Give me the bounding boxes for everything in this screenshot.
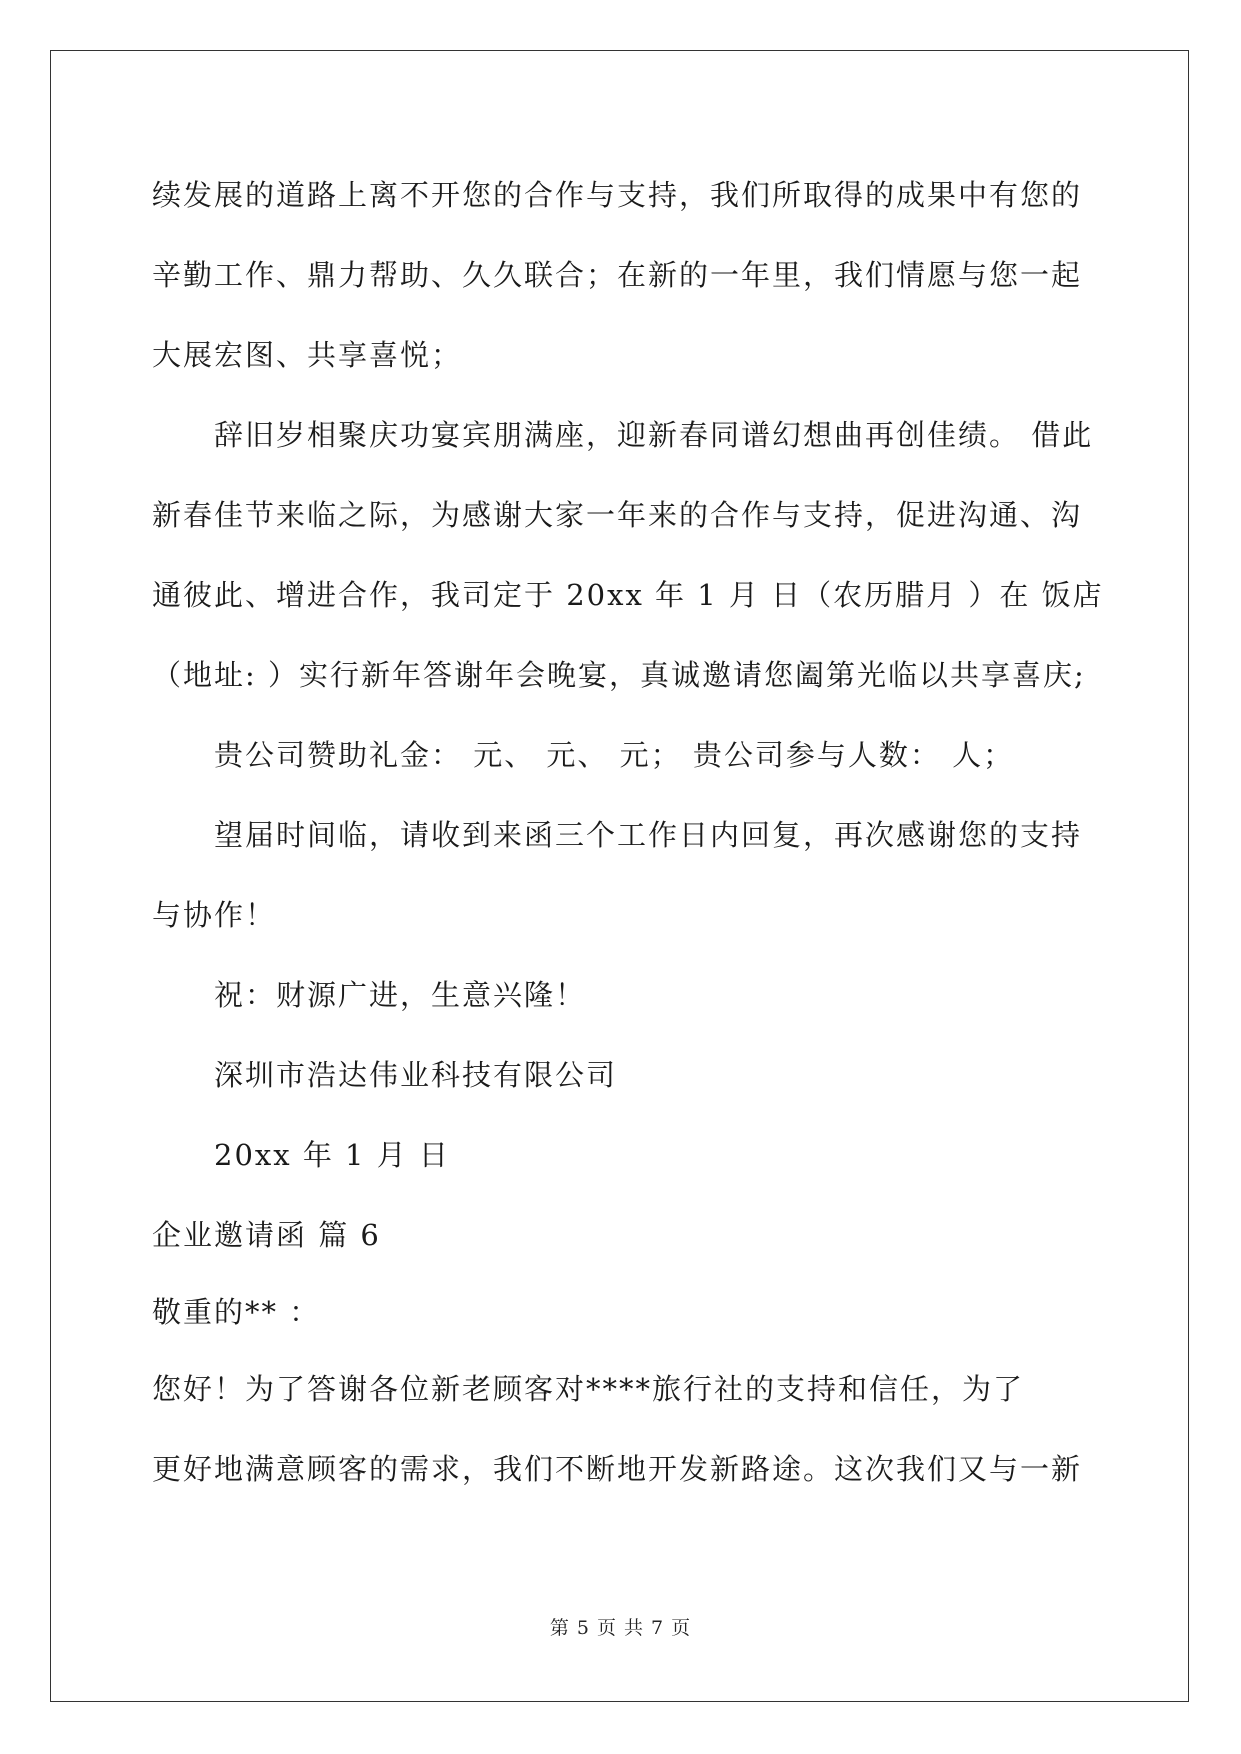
body-line: 望届时间临，请收到来函三个工作日内回复，再次感谢您的支持 [214, 818, 1083, 852]
body-line: 续发展的道路上离不开您的合作与支持，我们所取得的成果中有您的 [152, 178, 1083, 212]
body-line: 辞旧岁相聚庆功宴宾朋满座，迎新春同谱幻想曲再创佳绩。 借此 [214, 418, 1094, 452]
document-body [152, 155, 1104, 1509]
body-line: 大展宏图、共享喜悦； [152, 338, 463, 372]
greeting-line: 祝：财源广进，生意兴隆！ [214, 978, 587, 1012]
body-line: 贵公司赞助礼金： 元、 元、 元； 贵公司参与人数： 人； [214, 738, 1015, 772]
section-heading: 企业邀请函 篇 6 [152, 1218, 381, 1252]
body-line: 更好地满意顾客的需求，我们不断地开发新路途。这次我们又与一新 [152, 1452, 1083, 1486]
body-line: 通彼此、增进合作，我司定于 20xx 年 1 月 日（农历腊月 ）在 饭店 [152, 578, 1104, 612]
body-line: 与协作！ [152, 898, 277, 932]
salutation: 敬重的** ： [152, 1295, 321, 1329]
body-line: 您好！为了答谢各位新老顾客对****旅行社的支持和信任，为了 [152, 1372, 1025, 1406]
signature-company: 深圳市浩达伟业科技有限公司 [214, 1058, 618, 1092]
body-line: 新春佳节来临之际，为感谢大家一年来的合作与支持，促进沟通、沟 [152, 498, 1083, 532]
body-line: 辛勤工作、鼎力帮助、久久联合；在新的一年里，我们情愿与您一起 [152, 258, 1083, 292]
body-line: （地址: ）实行新年答谢年会晚宴，真诚邀请您阖第光临以共享喜庆; [152, 658, 1086, 692]
signature-date: 20xx 年 1 月 日 [214, 1138, 450, 1172]
page-number-footer: 第 5 页 共 7 页 [549, 1617, 692, 1639]
